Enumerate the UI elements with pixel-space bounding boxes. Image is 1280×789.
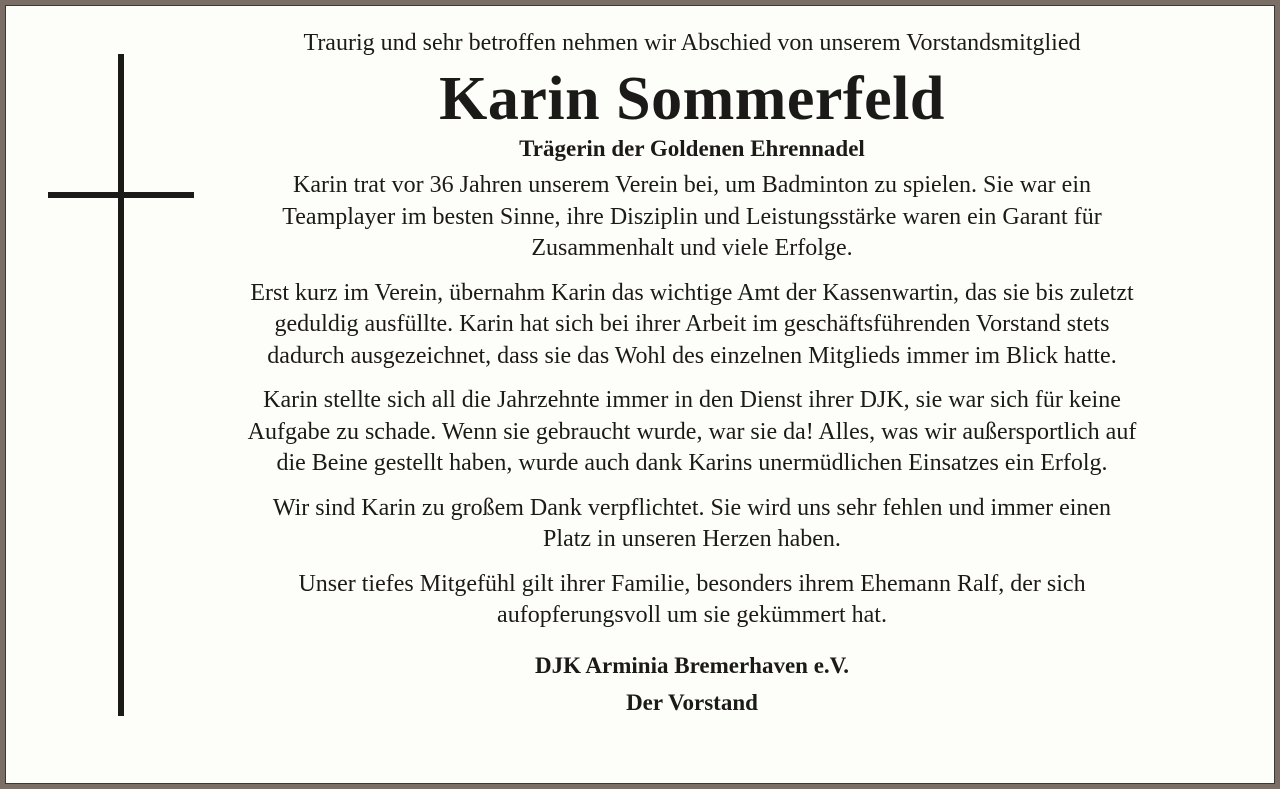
- text-line: Zusammenhalt und viele Erfolge.: [531, 235, 853, 261]
- text-line: aufopferungsvoll um sie gekümmert hat.: [497, 602, 887, 628]
- paragraph-gratitude: [166, 493, 1218, 556]
- text-line: Aufgabe zu schade. Wenn sie gebraucht wurde, war sie da! Alles, was wir außersportlich auf: [247, 418, 1137, 445]
- board-signature: Der Vorstand: [626, 689, 758, 715]
- paragraph-membership: [166, 170, 1218, 265]
- text-line: Karin trat vor 36 Jahren unserem Verein bei, um Badminton zu spielen. Sie war ein: [292, 172, 1091, 198]
- text-line: geduldig ausfüllte. Karin hat sich bei ihrer Arbeit im geschäftsführenden Vorstand stets: [274, 311, 1110, 337]
- deceased-name: Karin Sommerfeld: [439, 65, 945, 133]
- text-line: dadurch ausgezeichnet, dass sie das Wohl des einzelnen Mitglieds immer im Blick hatte.: [267, 342, 1117, 369]
- text-line: Erst kurz im Verein, übernahm Karin das wichtige Amt der Kassenwartin, das sie bis zuletzt: [250, 279, 1134, 306]
- club-name: DJK Arminia Bremerhaven e.V.: [534, 652, 850, 678]
- text-line: die Beine gestellt haben, wurde auch dank Karins unermüdlichen Einsatzes ein Erfolg.: [276, 450, 1108, 476]
- paragraph-service: [166, 385, 1218, 480]
- honor-line: Trägerin der Goldenen Ehrennadel: [519, 136, 865, 161]
- text-line: Wir sind Karin zu großem Dank verpflichtet. Sie wird uns sehr fehlen und immer einen: [272, 494, 1112, 521]
- text-line: Unser tiefes Mitgefühl gilt ihrer Familie, besonders ihrem Ehemann Ralf, der sich: [298, 570, 1086, 597]
- text-line: Platz in unseren Herzen haben.: [543, 526, 841, 552]
- intro-line: Traurig und sehr betroffen nehmen wir Abschied von unserem Vorstandsmitglied: [303, 30, 1081, 56]
- paragraph-treasurer: [166, 278, 1218, 373]
- paragraph-condolence: [166, 569, 1218, 632]
- notice-content: [166, 28, 1218, 720]
- cross-icon-vertical-bar: [118, 54, 124, 716]
- text-line: Karin stellte sich all die Jahrzehnte immer in den Dienst ihrer DJK, sie war sich für keine: [263, 387, 1121, 413]
- obituary-notice: [5, 5, 1275, 784]
- text-line: Teamplayer im besten Sinne, ihre Disziplin und Leistungsstärke waren ein Garant für: [282, 203, 1102, 230]
